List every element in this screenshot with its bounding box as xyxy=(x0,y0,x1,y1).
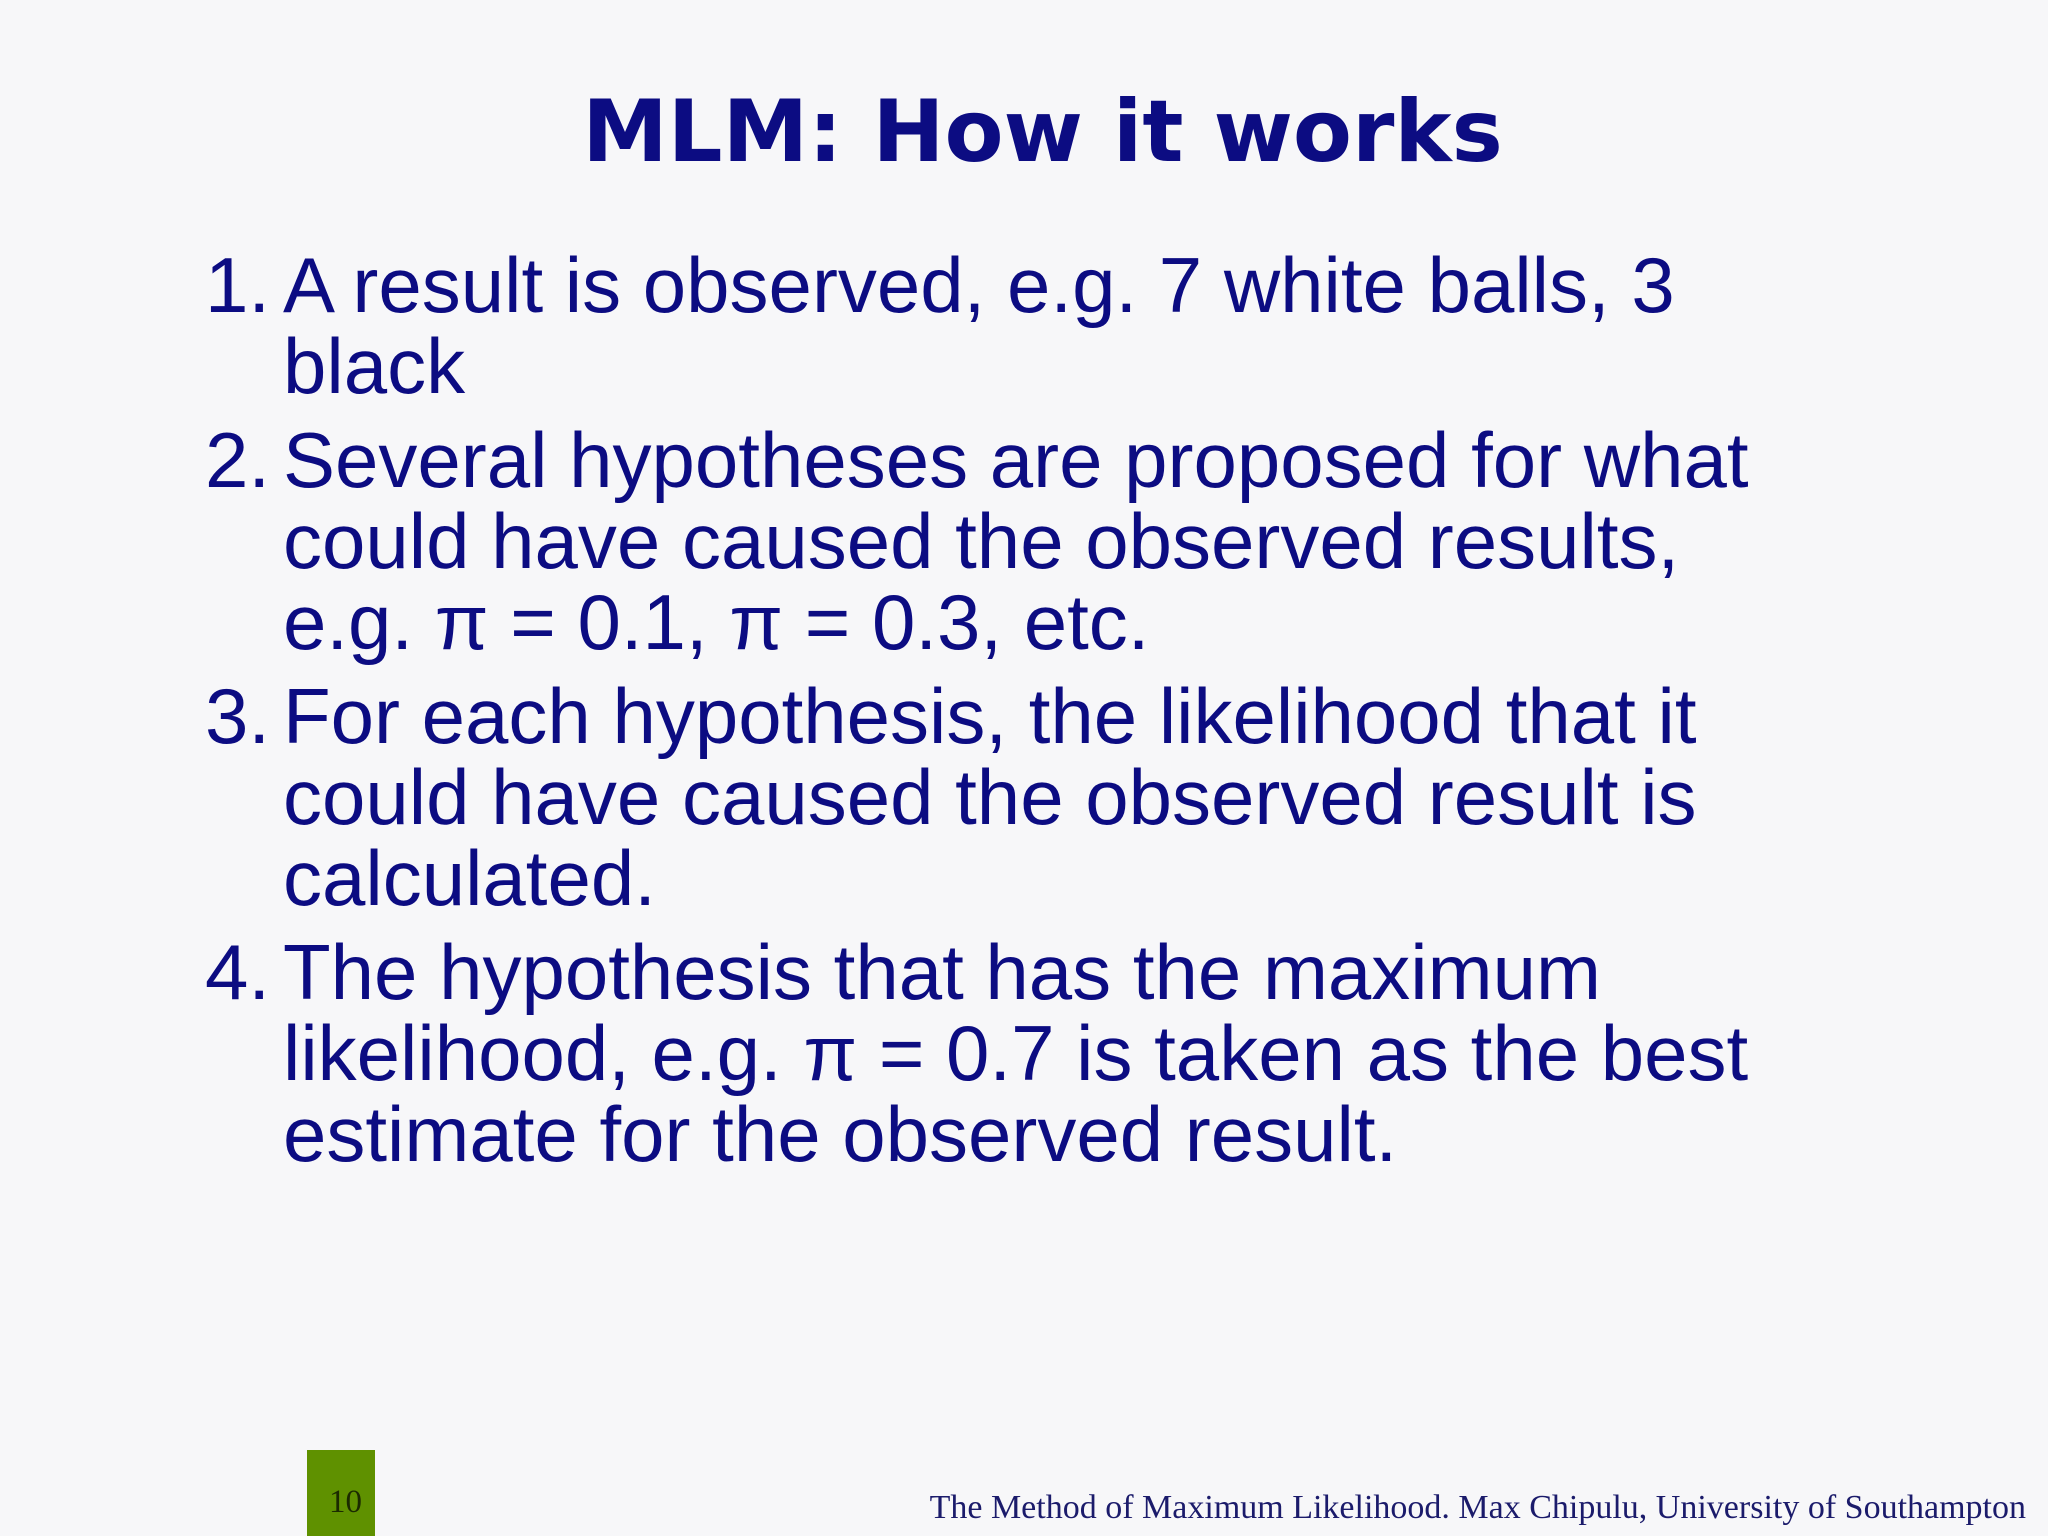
list-item-line: For each hypothesis, the likelihood that it xyxy=(283,672,1697,760)
page-number-box xyxy=(307,1450,375,1536)
list-item-line: Several hypotheses are proposed for what xyxy=(283,416,1749,504)
list-item-line: The hypothesis that has the maximum xyxy=(283,928,1601,1016)
slide-title: MLM: How it works xyxy=(582,82,1503,182)
list-item-line: A result is observed, e.g. 7 white balls, 3 xyxy=(283,241,1675,329)
list-item-number: 2. xyxy=(205,416,271,504)
list-item-line: likelihood, e.g. π = 0.7 is taken as the best xyxy=(283,1009,1749,1097)
list-item-line: calculated. xyxy=(283,834,656,922)
list-item-number: 4. xyxy=(205,928,271,1016)
list-item-line: estimate for the observed result. xyxy=(283,1090,1398,1178)
list-item-line: black xyxy=(283,322,466,410)
list-item xyxy=(205,928,2005,1178)
list-item xyxy=(205,241,2005,410)
list-item xyxy=(205,672,2005,922)
numbered-list xyxy=(205,241,2005,1188)
list-item-line: e.g. π = 0.1, π = 0.3, etc. xyxy=(283,578,1150,666)
list-item-line: could have caused the observed result is xyxy=(283,753,1697,841)
list-item-number: 1. xyxy=(205,241,271,329)
list-item xyxy=(205,416,2005,666)
page-number: 10 xyxy=(329,1484,362,1520)
slide-footer: The Method of Maximum Likelihood. Max Chipulu, University of Southampton xyxy=(929,1489,2026,1526)
list-item-number: 3. xyxy=(205,672,271,760)
list-item-line: could have caused the observed results, xyxy=(283,497,1680,585)
